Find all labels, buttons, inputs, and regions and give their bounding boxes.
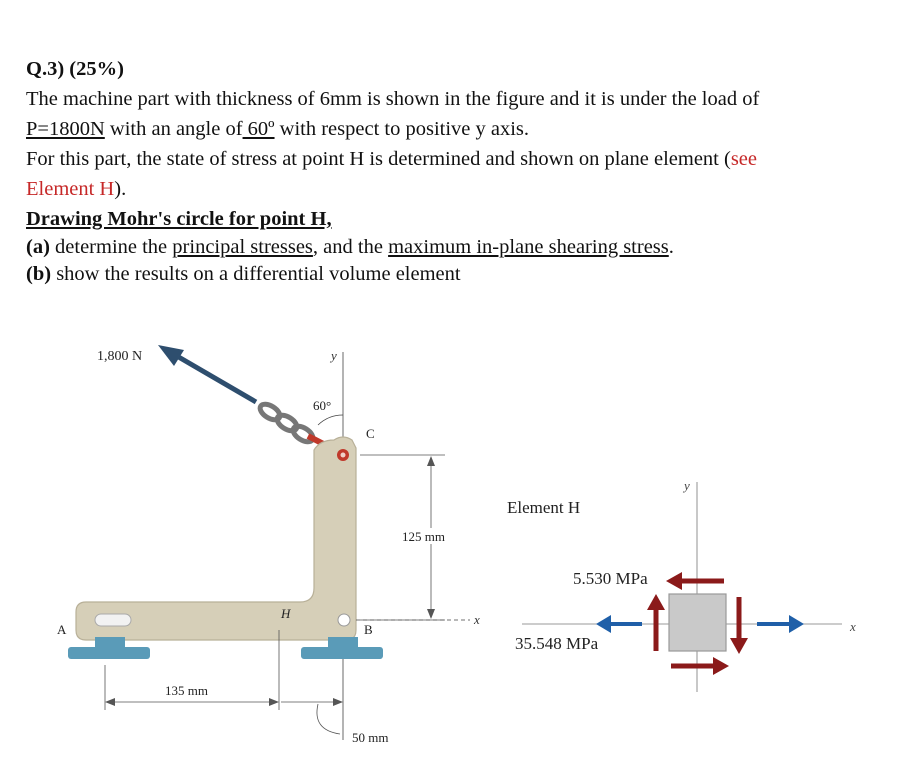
angle-value: 60º <box>242 118 275 140</box>
element-x-label: x <box>850 619 856 634</box>
max-shear-term: maximum in-plane shearing stress <box>388 236 669 258</box>
point-b-label: B <box>364 622 373 637</box>
element-h-reference: Element H <box>26 178 115 200</box>
question-weight: (25%) <box>69 58 124 80</box>
y-axis-label: y <box>331 348 337 363</box>
element-title: Element H <box>507 498 581 517</box>
shear-arrow-top <box>666 572 724 590</box>
part-b-label: (b) <box>26 263 52 285</box>
normal-arrow-left <box>596 615 642 633</box>
normal-arrow-right <box>757 615 804 633</box>
stress-state-text: For this part, the state of stress at point H is determined and shown on plane element ( <box>26 148 731 170</box>
shear-arrow-right <box>730 597 748 654</box>
shear-arrow-bottom <box>671 657 729 675</box>
part-a-label: (a) <box>26 236 50 258</box>
normal-stress-label: 35.548 MPa <box>515 634 599 653</box>
dim-125-label: 125 mm <box>402 529 445 544</box>
element-y-label: y <box>684 478 690 493</box>
part-b-text: show the results on a differential volume element <box>51 263 461 285</box>
point-c-label: C <box>366 426 375 441</box>
angle-label: 60° <box>313 398 332 413</box>
question-number: Q.3) <box>26 58 65 80</box>
see-link: see <box>730 148 758 170</box>
angle-phrase: with an angle of <box>104 118 243 140</box>
left-slot <box>95 614 131 626</box>
dim-50-leader <box>317 704 340 734</box>
dim-50-label: 50 mm <box>352 730 389 745</box>
x-axis-label: x <box>474 612 480 627</box>
hole-b <box>338 614 350 626</box>
angle-arc <box>318 415 343 425</box>
angle-reference: with respect to positive y axis. <box>274 118 530 140</box>
load-value: P=1800N <box>26 118 105 140</box>
element-close: ). <box>114 178 127 200</box>
part-a-mid: , and the <box>312 236 389 258</box>
dim-135-label: 135 mm <box>165 683 208 698</box>
part-a-text: determine the <box>49 236 173 258</box>
machine-part <box>76 437 356 640</box>
load-arrow <box>158 345 256 402</box>
part-a-end: . <box>668 236 674 258</box>
mohr-heading: Drawing Mohr's circle for point H, <box>26 208 332 230</box>
shear-stress-label: 5.530 MPa <box>573 569 648 588</box>
point-a-label: A <box>57 622 67 637</box>
stress-element-square <box>669 594 726 651</box>
shear-arrow-left <box>647 594 665 651</box>
pin-c-center <box>341 453 346 458</box>
point-h-label: H <box>281 606 291 621</box>
question-line-1: The machine part with thickness of 6mm is shown in the figure and it is under the load of <box>26 88 760 110</box>
load-label: 1,800 N <box>97 349 143 364</box>
principal-stresses-term: principal stresses <box>172 236 313 258</box>
